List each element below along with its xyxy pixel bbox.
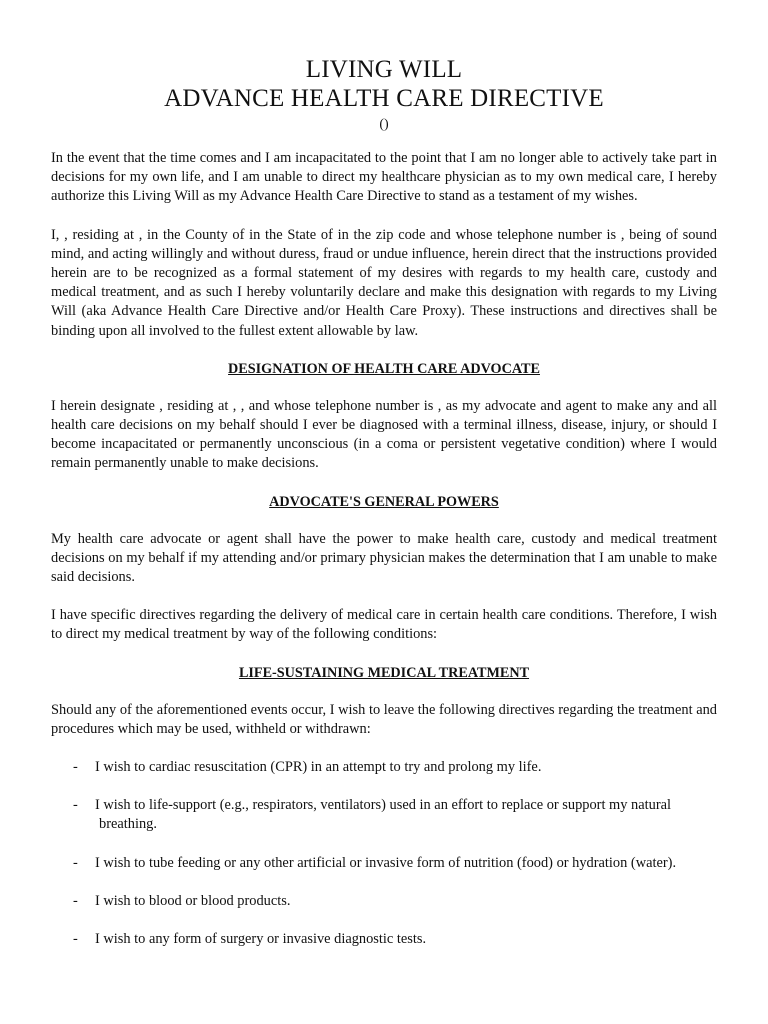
life-sustaining-paragraph: Should any of the aforementioned events occur, I wish to leave the following directives regarding the treatment and procedures which may be used, withheld or withdrawn:: [51, 701, 717, 737]
directive-list: [51, 758, 717, 949]
list-item: [51, 796, 717, 834]
section-heading-life-sustaining: LIFE-SUSTAINING MEDICAL TREATMENT: [238, 664, 530, 681]
list-item-text: [95, 796, 717, 834]
list-item: [51, 892, 717, 911]
list-item-text: [95, 758, 717, 777]
bullet-dash: -: [73, 854, 78, 871]
list-item: [51, 930, 717, 949]
list-item: [51, 758, 717, 777]
declaration-paragraph: I, , residing at , in the County of in the State of in the zip code and whose telephone number is , being of sound mind, and acting willingly and without duress, fraud or undue influence, herein direct that the instructions provided herein are to be recognized as a formal statement of my desires with regards to my health care, custody and medical treatment, and as such I hereby voluntarily declare and make this designation with regards to my Living Will (aka Advance Health Care Directive and/or Health Care Proxy). These instructions and directives shall be binding upon all involved to the fullest extent allowable by law.: [51, 226, 717, 339]
list-item-line: I wish to cardiac resuscitation (CPR) in an attempt to try and prolong my life.: [95, 759, 542, 776]
bullet-dash: -: [73, 931, 78, 948]
title-line-1: LIVING WILL: [305, 56, 463, 83]
list-item-text: [95, 854, 717, 873]
bullet-dash: -: [73, 892, 78, 909]
list-item-text: [95, 892, 717, 911]
list-item-line: I wish to blood or blood products.: [95, 892, 291, 909]
bullet-dash: -: [73, 759, 78, 776]
intro-paragraph: In the event that the time comes and I am incapacitated to the point that I am no longer able to actively take part in decisions for my own life, and I am unable to direct my healthcare physician as to my own medical care, I hereby authorize this Living Will as my Advance Health Care Directive to stand as a testament of my wishes.: [51, 150, 717, 205]
list-item-line: I wish to life-support (e.g., respirators, ventilators) used in an effort to replace or support my natural: [95, 797, 671, 814]
specific-directives-paragraph: I have specific directives regarding the delivery of medical care in certain health care conditions. Therefore, I wish to direct my medical treatment by way of the following conditions:: [51, 607, 717, 643]
list-item-line: I wish to any form of surgery or invasive diagnostic tests.: [95, 931, 427, 948]
section-heading-general-powers: ADVOCATE'S GENERAL POWERS: [269, 493, 499, 510]
list-item-line: I wish to tube feeding or any other artificial or invasive form of nutrition (food) or hydration (water).: [95, 854, 677, 871]
designation-paragraph: I herein designate , residing at , , and whose telephone number is , as my advocate and agent to make any and all health care decisions on my behalf should I ever be diagnosed with a terminal illness, disease, injury, or should I become incapacitated or permanently unconscious (in a coma or persistent vegetative condition) where I would remain permanently unable to make decisions.: [51, 397, 717, 472]
title-line-2: ADVANCE HEALTH CARE DIRECTIVE: [164, 85, 604, 112]
document-title: [51, 55, 717, 113]
list-item-text: [95, 930, 717, 949]
list-item: [51, 854, 717, 873]
general-powers-paragraph: My health care advocate or agent shall have the power to make health care, custody and medical treatment decisions on my behalf if my attending and/or primary physician makes the determination that I am unable to make said decisions.: [51, 530, 717, 586]
list-item-line-continued: breathing.: [99, 816, 157, 833]
document-subtitle: (): [379, 117, 389, 132]
section-heading-designation: DESIGNATION OF HEALTH CARE ADVOCATE: [228, 360, 540, 377]
bullet-dash: -: [73, 797, 78, 814]
